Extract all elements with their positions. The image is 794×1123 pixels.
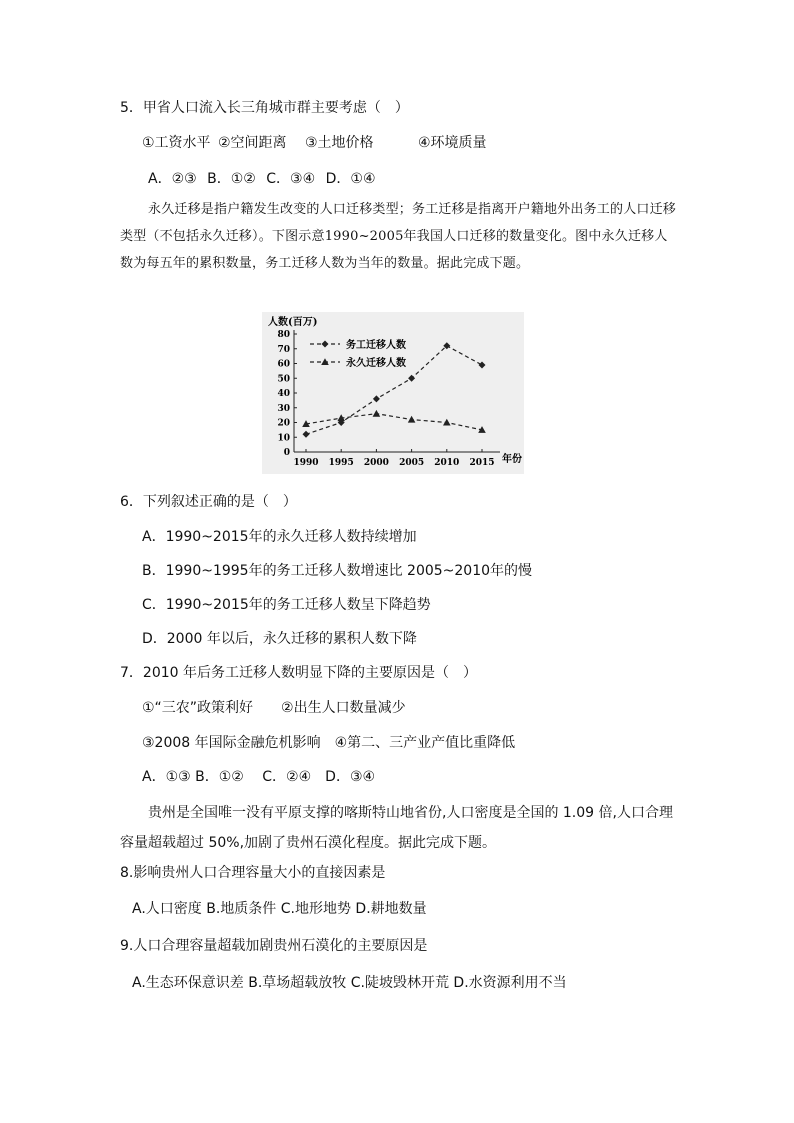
y-tick-label: 50 <box>277 374 290 385</box>
y-tick-label: 10 <box>277 433 290 444</box>
q7-factors-2: ③2008 年国际金融危机影响 ④第二、三产业产值比重降低 <box>142 735 516 751</box>
data-point-permanent-migration <box>373 410 381 417</box>
data-point-work-migration <box>373 395 380 402</box>
x-tick-label: 1995 <box>328 458 354 468</box>
legend-label: 务工迁移人数 <box>346 340 406 351</box>
q5-factor-2: ②空间距离 <box>218 135 287 151</box>
q7-factors-1: ①“三农”政策利好 ②出生人口数量减少 <box>142 700 406 716</box>
q6-option-b: B．1990~1995年的务工迁移人数增速比 2005~2010年的慢 <box>142 563 533 579</box>
passage-guizhou: 贵州是全国唯一没有平原支撑的喀斯特山地省份,人口密度是全国的 1.09 倍,人口合理容量超载超过 50%,加剧了贵州石漠化程度。据此完成下题。 <box>120 805 673 851</box>
q8-options: A.人口密度 B.地质条件 C.地形地势 D.耕地数量 <box>132 901 427 917</box>
x-axis-label: 年份 <box>502 454 522 465</box>
data-point-work-migration <box>303 431 310 438</box>
q9-stem: 9.人口合理容量超载加剧贵州石漠化的主要原因是 <box>120 938 428 954</box>
data-point-work-migration <box>408 375 415 382</box>
q6-option-c: C．1990~2015年的务工迁移人数呈下降趋势 <box>142 597 431 613</box>
x-tick-label: 2010 <box>434 458 460 468</box>
migration-chart-svg <box>262 312 524 474</box>
q5-stem: 5．甲省人口流入长三角城市群主要考虑（ ） <box>120 100 409 116</box>
x-tick-label: 2005 <box>399 458 425 468</box>
y-axis-label: 人数(百万) <box>268 317 318 328</box>
y-tick-label: 70 <box>277 344 290 355</box>
series-line-permanent-migration <box>306 414 482 430</box>
q8-stem: 8.影响贵州人口合理容量大小的直接因素是 <box>120 865 386 881</box>
x-tick-label: 2000 <box>363 458 389 468</box>
q7-stem: 7．2010 年后务工迁移人数明显下降的主要原因是（ ） <box>120 665 477 681</box>
legend-marker <box>322 341 329 348</box>
migration-chart <box>262 312 524 474</box>
q6-stem: 6．下列叙述正确的是（ ） <box>120 494 297 510</box>
passage-migration: 永久迁移是指户籍发生改变的人口迁移类型；务工迁移是指离开户籍地外出务工的人口迁移类型（不包括永久迁移）。下图示意1990~2005年我国人口迁移的数量变化。图中永久迁移人数为每五年的累积数量，务工迁移人数为当年的数量。据此完成下题。 <box>120 202 677 271</box>
q5-options: A．②③ B．①② C．③④ D．①④ <box>148 171 376 187</box>
q6-option-a: A．1990~2015年的永久迁移人数持续增加 <box>142 529 417 545</box>
x-tick-label: 1990 <box>293 458 319 468</box>
legend-label: 永久迁移人数 <box>346 358 406 369</box>
q9-options: A.生态环保意识差 B.草场超载放牧 C.陡坡毁林开荒 D.水资源利用不当 <box>132 975 567 991</box>
q6-option-d: D．2000 年以后，永久迁移的累积人数下降 <box>142 631 417 647</box>
q5-factor-3: ③土地价格 <box>305 135 374 151</box>
data-point-work-migration <box>479 361 486 368</box>
q7-options: A．①③ B．①② C．②④ D．③④ <box>142 769 376 785</box>
y-tick-label: 30 <box>277 403 290 414</box>
q5-factor-4: ④环境质量 <box>418 135 487 151</box>
y-tick-label: 40 <box>277 389 290 399</box>
q5-factor-1: ①工资水平 <box>142 135 211 151</box>
data-point-permanent-migration <box>408 416 416 423</box>
x-tick-label: 2015 <box>469 458 495 468</box>
data-point-permanent-migration <box>443 419 451 426</box>
y-tick-label: 0 <box>283 448 290 458</box>
y-tick-label: 80 <box>277 330 290 340</box>
y-tick-label: 20 <box>277 418 290 429</box>
y-tick-label: 60 <box>277 359 290 370</box>
